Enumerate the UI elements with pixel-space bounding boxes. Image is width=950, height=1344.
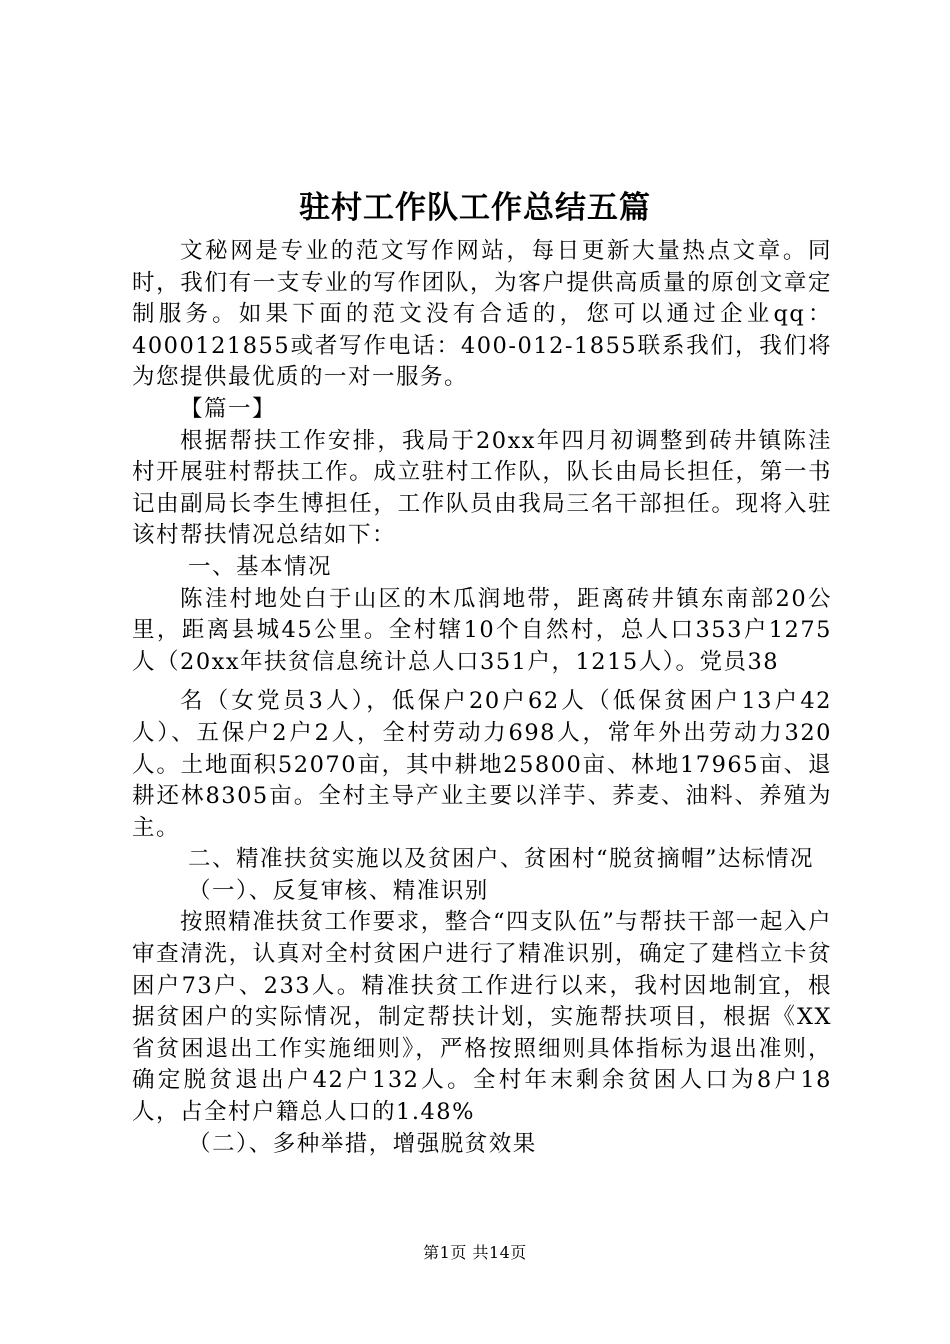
- section-label: 【篇一】: [180, 395, 277, 422]
- subsection-heading: （二）、多种举措，增强脱贫效果: [188, 1130, 537, 1157]
- subsection-heading: （一）、反复审核、精准识别: [188, 877, 489, 904]
- body-paragraph: 按照精准扶贫工作要求，整合“四支队伍”与帮扶干部一起入户审查清洗，认真对全村贫困户进行了精准识别，确定了建档立卡贫困户73户、233人。精准扶贫工作进行以来，我村因地制宜，根据贫困户的实际情况，制定帮扶计划，实施帮扶项目，根据《XX省贫困退出工作实施细则》，严格按照细则具体指标为退出准则，确定脱贫退出户42户132人。全村年末剩余贫困人口为8户18人，占全村户籍总人口的1.48%: [132, 909, 832, 1126]
- document-title: 驻村工作队工作总结五篇: [299, 190, 651, 226]
- intro-paragraph: 文秘网是专业的范文写作网站，每日更新大量热点文章。同时，我们有一支专业的写作团队，为客户提供高质量的原创文章定制服务。如果下面的范文没有合适的，您可以通过企业qq：4000121855或者写作电话：400-012-1855联系我们，我们将为您提供最优质的一对一服务。: [132, 238, 832, 391]
- section-heading: 一、基本情况: [188, 553, 333, 580]
- body-paragraph: 名（女党员3人），低保户20户62人（低保贫困户13户42人）、五保户2户2人，全村劳动力698人，常年外出劳动力320人。土地面积52070亩，其中耕地25800亩、林地17965亩、退耕还林8305亩。全村主导产业主要以洋芋、荞麦、油料、养殖为主。: [132, 688, 832, 841]
- document-body: [132, 236, 832, 1160]
- body-paragraph: 根据帮扶工作安排，我局于20xx年四月初调整到砖井镇陈洼村开展驻村帮扶工作。成立驻村工作队，队长由局长担任，第一书记由副局长李生博担任，工作队员由我局三名干部担任。现将入驻该村帮扶情况总结如下：: [132, 427, 832, 549]
- page-number-footer: 第1页 共14页: [423, 1243, 527, 1262]
- body-paragraph: 陈洼村地处白于山区的木瓜润地带，距离砖井镇东南部20公里，距离县城45公里。全村辖10个自然村，总人口353户1275人（20xx年扶贫信息统计总人口351户，1215人）。党员38: [132, 585, 832, 675]
- section-heading: 二、精准扶贫实施以及贫困户、贫困村“脱贫摘帽”达标情况: [188, 846, 815, 873]
